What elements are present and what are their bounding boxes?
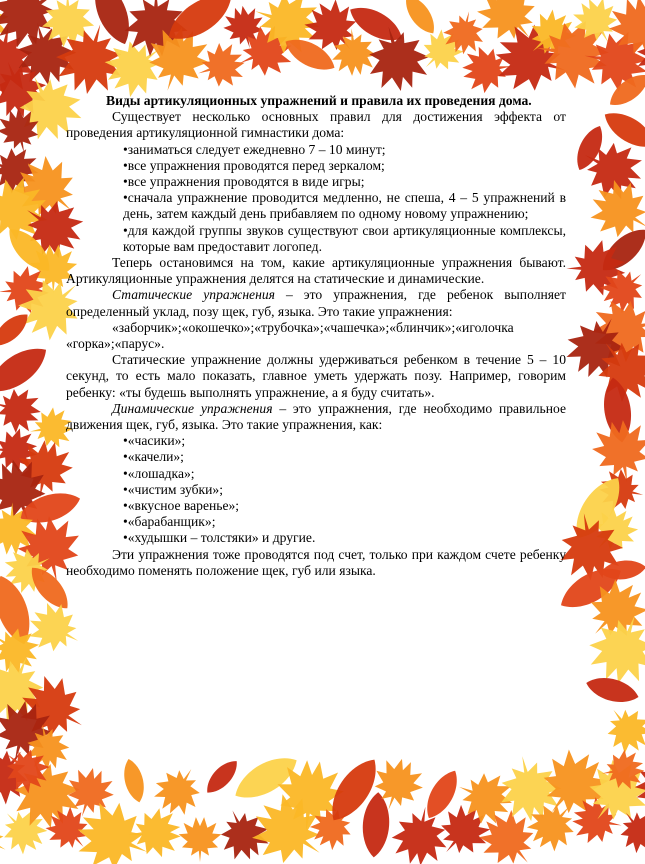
leaf-icon [595, 696, 645, 761]
dynamic-item: •«часики»; [123, 433, 186, 449]
dynamic-item: •«барабанщик»; [123, 514, 216, 530]
static-note-paragraph: Статические упражнение должны удерживаться ребенком в течение 5 – 10 секунд, то есть мало показать, главное уметь удержать позу. Например, говорим ребенку: «ты будешь выполнять упражнение, а я буду считать». [66, 352, 566, 400]
dynamic-item: •«худышки – толстяки» и другие. [123, 530, 316, 546]
leaf-icon [179, 817, 222, 862]
dynamic-paragraph [66, 401, 566, 433]
dynamic-term: Динамические упражнения [112, 400, 273, 416]
document-body [66, 93, 566, 579]
intro-paragraph: Существует несколько основных правил для достижения эффекта от проведения артикуляционной гимнастики дома: [66, 109, 566, 141]
dynamic-item: •«качели»; [123, 449, 184, 465]
leaf-icon [120, 757, 148, 805]
leaf-icon [583, 673, 641, 708]
static-term: Статические упражнения [112, 287, 275, 303]
types-paragraph: Теперь остановимся на том, какие артикуляционные упражнения бывают. Артикуляционные упражнения делятся на статические и динамические. [66, 255, 566, 287]
leaf-icon [399, 0, 441, 39]
static-exercise-list: «заборчик»;«окошечко»;«трубочка»;«чашечка»;«блинчик»;«иголочка «горка»;«парус». [66, 319, 514, 352]
static-definition: – это упражнения, где ребенок выполняет определенный уклад, позу щек, губ, языка. Это такие упражнения: [66, 287, 566, 319]
leaf-icon [599, 105, 645, 156]
rule-item: •заниматься следует ежедневно 7 – 10 минут; [123, 141, 386, 157]
document-title: Виды артикуляционных упражнений и правила их проведения дома. [106, 93, 532, 108]
rule-item: •все упражнения проводятся в виде игры; [123, 174, 365, 190]
dynamic-item: •«лошадка»; [123, 465, 195, 481]
rule-item: •для каждой группы звуков существуют свои артикуляционные комплексы, которые вам предоставит логопед. [123, 222, 566, 254]
leaf-icon [388, 802, 453, 864]
dynamic-definition: – это упражнения, где необходимо правильное движения щек, губ, языка. Это такие упражнения, как: [66, 400, 567, 433]
outro-paragraph: Эти упражнения тоже проводятся под счет, только при каждом счете ребенку необходимо поменять положение щек, губ или языка. [66, 546, 566, 578]
leaf-icon [0, 308, 34, 352]
static-paragraph [66, 287, 566, 319]
rule-item: •все упражнения проводятся перед зеркалом; [123, 157, 385, 173]
dynamic-item: •«чистим зубки»; [123, 481, 223, 497]
rule-item: •сначала упражнение проводится медленно, не спеша, 4 – 5 упражнений в день, затем каждый день прибавляем по одному новому упражнению; [123, 190, 566, 222]
leaf-icon [361, 791, 392, 858]
dynamic-item: •«вкусное варенье»; [123, 498, 240, 514]
